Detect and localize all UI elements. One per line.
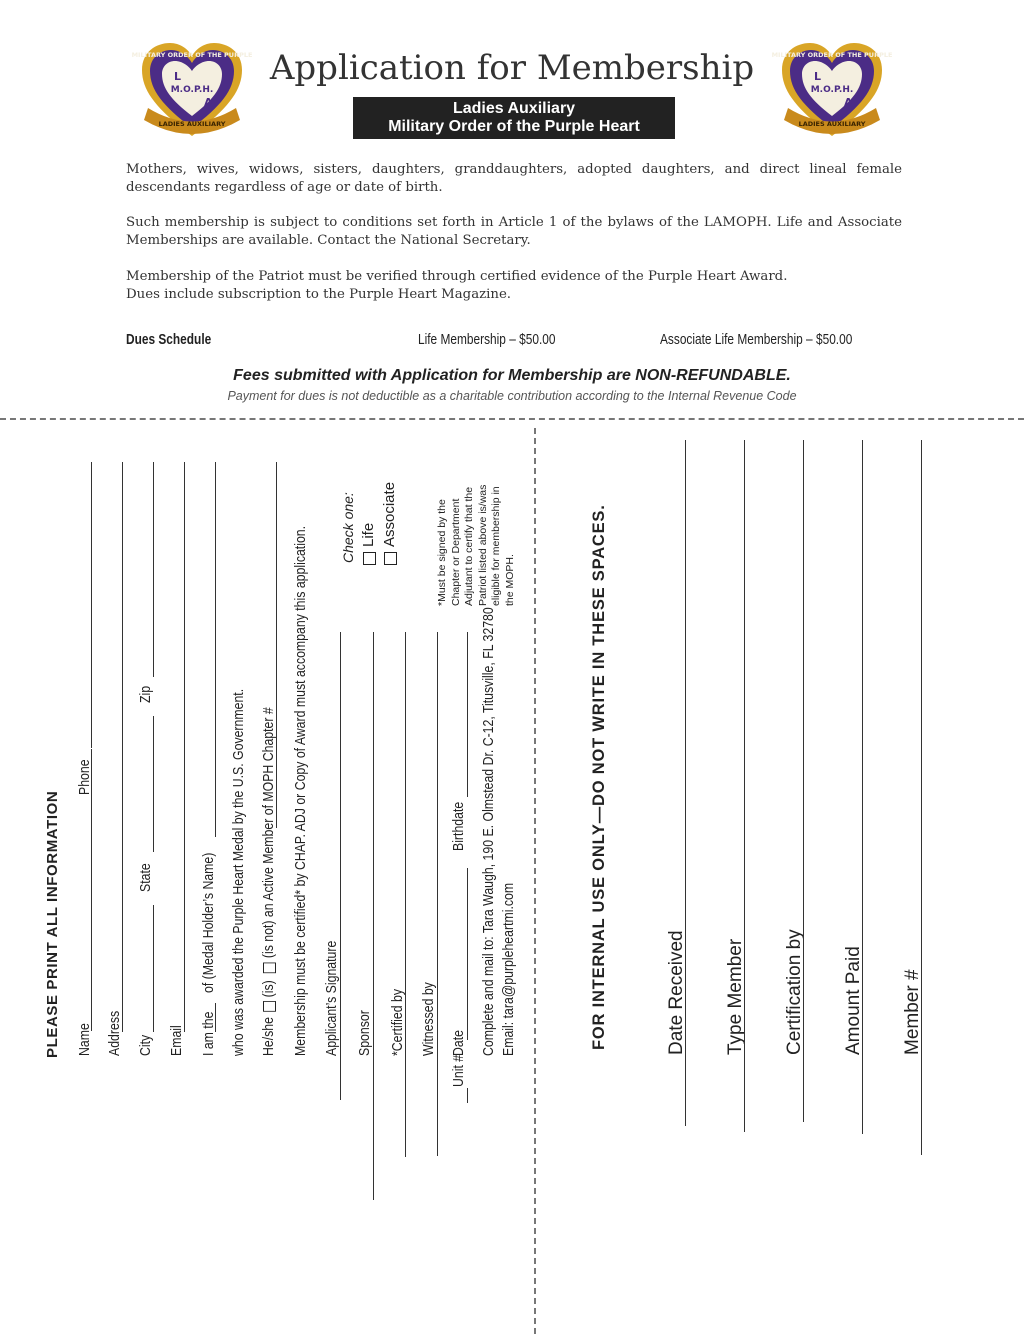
footnote-line: Chapter or Department — [449, 498, 462, 606]
banner-line-2: Military Order of the Purple Heart — [388, 118, 640, 135]
vertical-cut-line — [534, 428, 536, 1334]
email-field[interactable] — [184, 462, 185, 1032]
footnote-line: the MOPH. — [503, 554, 516, 606]
internal-use-heading: FOR INTERNAL USE ONLY—DO NOT WRITE IN THESE SPACES. — [590, 504, 608, 1050]
nonrefundable-notice: Fees submitted with Application for Membership are NON-REFUNDABLE. — [233, 367, 791, 384]
verification-line-2: Dues include subscription to the Purple Heart Magazine. — [126, 287, 512, 302]
verification-paragraph — [126, 268, 902, 304]
footnote-line: Patriot listed above is/was — [476, 484, 489, 606]
svg-text:A: A — [844, 96, 853, 109]
contact-email: Email: tara@purpleheartmi.com — [500, 882, 517, 1056]
amount-paid-label: Amount Paid — [843, 946, 864, 1055]
associate-option-label: Associate — [381, 481, 398, 547]
address-label: Address — [106, 1010, 123, 1056]
is-not-label: (is not) an Active Member of MOPH Chapter # — [260, 707, 277, 959]
certified-note: Membership must be certified* by CHAP. ADJ or Copy of Award must accompany this application. — [292, 525, 309, 1056]
name-field[interactable] — [91, 749, 92, 1031]
city-label: City — [137, 1034, 154, 1056]
witnessed-by-label: Witnessed by — [420, 982, 437, 1056]
applicant-signature-field[interactable] — [340, 632, 341, 1100]
form-heading: PLEASE PRINT ALL INFORMATION — [44, 790, 61, 1058]
zip-label: Zip — [137, 685, 154, 703]
footnote-line: Adjutant to certify that the — [463, 486, 475, 606]
life-membership-fee: Life Membership – $50.00 — [418, 332, 556, 348]
is-checkbox[interactable] — [263, 1001, 276, 1012]
member-number-field[interactable] — [921, 440, 922, 1155]
conditions-paragraph: Such membership is subject to conditions set forth in Article 1 of the bylaws of the LAMOPH. Life and Associate Memberships are available. Contact the National Secretary. — [126, 215, 902, 248]
member-status-row — [260, 707, 277, 1056]
certification-by-field[interactable] — [803, 440, 804, 1122]
date-field[interactable] — [467, 1088, 468, 1103]
chapter-number-field[interactable] — [276, 462, 277, 828]
svg-text:MILITARY ORDER OF THE PURPLE: MILITARY ORDER OF THE PURPLE — [131, 51, 253, 59]
address-field[interactable] — [122, 462, 123, 1032]
associate-checkbox[interactable] — [384, 552, 397, 565]
phone-field[interactable] — [91, 462, 92, 748]
svg-text:LADIES AUXILIARY: LADIES AUXILIARY — [158, 120, 226, 128]
svg-text:L: L — [174, 70, 182, 83]
type-member-label: Type Member — [725, 938, 746, 1055]
sponsor-label: Sponsor — [356, 1010, 373, 1056]
state-label: State — [137, 863, 154, 892]
zip-field[interactable] — [153, 462, 154, 677]
adjutant-footnote — [436, 485, 517, 606]
date-label: Date — [450, 1030, 467, 1056]
svg-text:A: A — [204, 96, 213, 109]
eligibility-paragraph: Mothers, wives, widows, sisters, daughters, granddaughters, adopted daughters, and direct lineal female descendants regardless of age or date of birth. — [126, 162, 902, 195]
certification-by-label: Certification by — [784, 929, 805, 1055]
tax-notice: Payment for dues is not deductible as a charitable contribution according to the Internal Revenue Code — [227, 389, 797, 403]
is-label: (is) — [260, 980, 277, 998]
banner-line-1: Ladies Auxiliary — [452, 100, 576, 117]
medal-holder-label: of (Medal Holder’s Name) — [200, 852, 217, 993]
is-not-checkbox[interactable] — [263, 962, 276, 973]
relationship-field[interactable] — [215, 1003, 216, 1032]
date-received-field[interactable] — [685, 440, 686, 1126]
state-field[interactable] — [153, 716, 154, 852]
birthdate-label: Birthdate — [450, 801, 467, 851]
awarded-text: who was awarded the Purple Heart Medal by the U.S. Government. — [230, 688, 247, 1056]
associate-membership-fee: Associate Life Membership – $50.00 — [660, 332, 853, 348]
mail-to-text: Complete and mail to: Tara Waugh, 190 E. Olmstead Dr. C-12, Titusville, FL 32780 — [480, 607, 497, 1056]
unit-label: Unit # — [450, 1054, 467, 1087]
verification-line-1: Membership of the Patriot must be verified through certified evidence of the Purple Heart Award. — [126, 269, 788, 284]
page-title: Application for Membership — [269, 48, 755, 88]
medal-holder-field[interactable] — [215, 462, 216, 837]
svg-text:LADIES AUXILIARY: LADIES AUXILIARY — [798, 120, 866, 128]
witnessed-by-field[interactable] — [437, 632, 438, 1156]
date-received-label: Date Received — [666, 930, 687, 1055]
applicant-signature-label: Applicant’s Signature — [323, 940, 340, 1056]
footnote-line: eligible for membership in — [490, 486, 502, 606]
associate-option — [381, 482, 398, 565]
heshe-label: He/she — [260, 1017, 277, 1056]
life-option-label: Life — [360, 522, 377, 547]
horizontal-cut-line — [0, 418, 1024, 420]
type-member-field[interactable] — [744, 440, 745, 1132]
check-one-label: Check one: — [340, 492, 356, 563]
name-label: Name — [76, 1023, 93, 1056]
svg-text:MILITARY ORDER OF THE PURPLE: MILITARY ORDER OF THE PURPLE — [771, 51, 893, 59]
certified-by-field[interactable] — [405, 632, 406, 1157]
organization-banner — [353, 97, 675, 139]
email-label: Email — [168, 1025, 185, 1056]
life-checkbox[interactable] — [363, 552, 376, 565]
dues-schedule-label: Dues Schedule — [126, 332, 212, 348]
svg-text:M.O.P.H.: M.O.P.H. — [170, 85, 214, 95]
phone-label: Phone — [76, 759, 93, 795]
certified-by-label: *Certified by — [389, 989, 406, 1056]
footnote-line: *Must be signed by the — [436, 499, 448, 606]
sponsor-field[interactable] — [373, 632, 374, 1200]
birthdate-field[interactable] — [467, 632, 468, 797]
unit-field[interactable] — [467, 868, 468, 1040]
svg-text:M.O.P.H.: M.O.P.H. — [810, 85, 854, 95]
svg-text:L: L — [814, 70, 822, 83]
life-option — [360, 523, 377, 565]
amount-paid-field[interactable] — [862, 440, 863, 1134]
city-field[interactable] — [153, 905, 154, 1032]
i-am-the-label: I am the — [200, 1011, 217, 1056]
member-number-label: Member # — [902, 969, 923, 1055]
